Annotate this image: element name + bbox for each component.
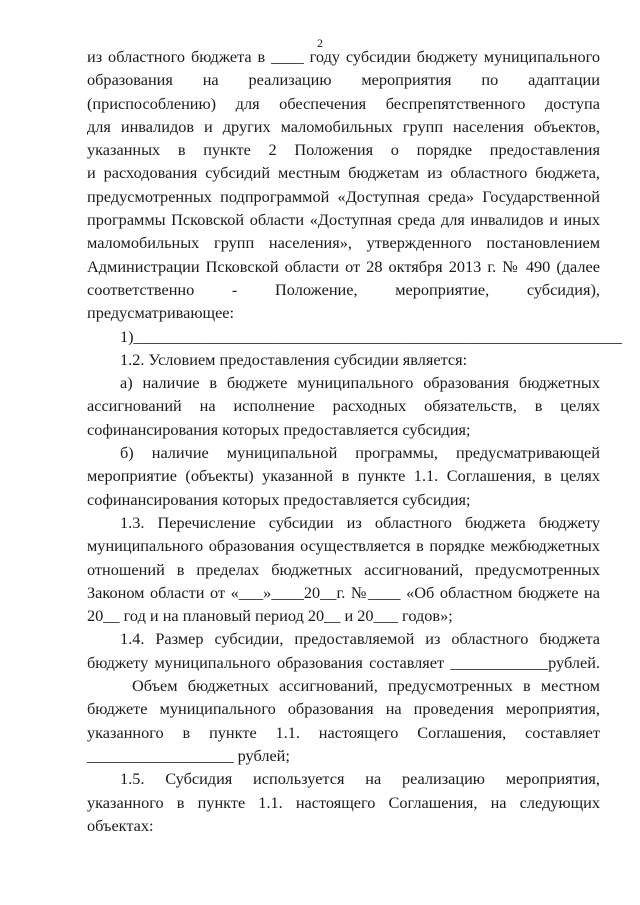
text-line: указанного в пункте 1.1. настоящего Соглашения, составляет: [87, 722, 600, 742]
text-line: 20__ год и на плановый период 20__ и 20___ годов»;: [87, 606, 453, 626]
text-line: программы Псковской области «Доступная среда для инвалидов и иных: [87, 210, 600, 230]
text-line: 1)____________________________________________________________: [120, 326, 622, 346]
text-line: бюджете муниципального образования на проведения мероприятия,: [87, 699, 600, 719]
text-line: соответственно - Положение, мероприятие, субсидия),: [87, 279, 600, 299]
text-line: объектах:: [87, 815, 154, 835]
text-line: софинансирования которых предоставляется субсидия;: [87, 489, 471, 509]
text-line: предусматривающее:: [87, 303, 235, 323]
text-line: __________________ рублей;: [87, 745, 290, 765]
text-line: Объем бюджетных ассигнований, предусмотренных в местном: [132, 676, 600, 696]
text-line: для инвалидов и других маломобильных групп населения объектов,: [87, 116, 600, 136]
text-line: Законом области от «___»____20__г. №____ «Об областном бюджете на: [87, 582, 600, 602]
text-line: 1.5. Субсидия используется на реализацию мероприятия,: [120, 769, 600, 789]
text-line: предусмотренных подпрограммой «Доступная среда» Государственной: [87, 186, 600, 206]
text-line: отношений в пределах бюджетных ассигнований, предусмотренных: [87, 559, 600, 579]
text-line: мероприятие (объекты) указанной в пункте 1.1. Соглашения, в целях: [87, 466, 600, 486]
text-line: муниципального образования осуществляется в порядке межбюджетных: [87, 536, 600, 556]
text-line: и расходования субсидий местным бюджетам из областного бюджета,: [87, 163, 600, 183]
text-line: указанных в пункте 2 Положения о порядке предоставления: [87, 140, 600, 160]
text-line: 1.3. Перечисление субсидии из областного бюджета бюджету: [120, 512, 600, 532]
text-line: маломобильных групп населения», утвержденного постановлением: [87, 233, 600, 253]
text-line: (приспособлению) для обеспечения беспрепятственного доступа: [87, 93, 600, 113]
text-line: 1.2. Условием предоставления субсидии является:: [120, 349, 468, 369]
text-line: указанного в пункте 1.1. настоящего Соглашения, на следующих: [87, 792, 600, 812]
text-line: 1.4. Размер субсидии, предоставляемой из областного бюджета: [120, 629, 600, 649]
page-number: 2: [317, 36, 323, 50]
text-line: бюджету муниципального образования составляет ____________рублей.: [87, 652, 600, 672]
text-line: софинансирования которых предоставляется субсидия;: [87, 419, 471, 439]
text-line: образования на реализацию мероприятия по адаптации: [87, 70, 600, 90]
document-body: [87, 45, 622, 837]
text-line: б) наличие муниципальной программы, предусматривающей: [120, 443, 600, 463]
text-line: из областного бюджета в ____ году субсидии бюджету муниципального: [87, 47, 600, 66]
text-line: а) наличие в бюджете муниципального образования бюджетных: [120, 373, 600, 393]
text-line: ассигнований на исполнение расходных обязательств, в целях: [87, 396, 600, 416]
text-line: Администрации Псковской области от 28 октября 2013 г. № 490 (далее: [87, 256, 600, 276]
